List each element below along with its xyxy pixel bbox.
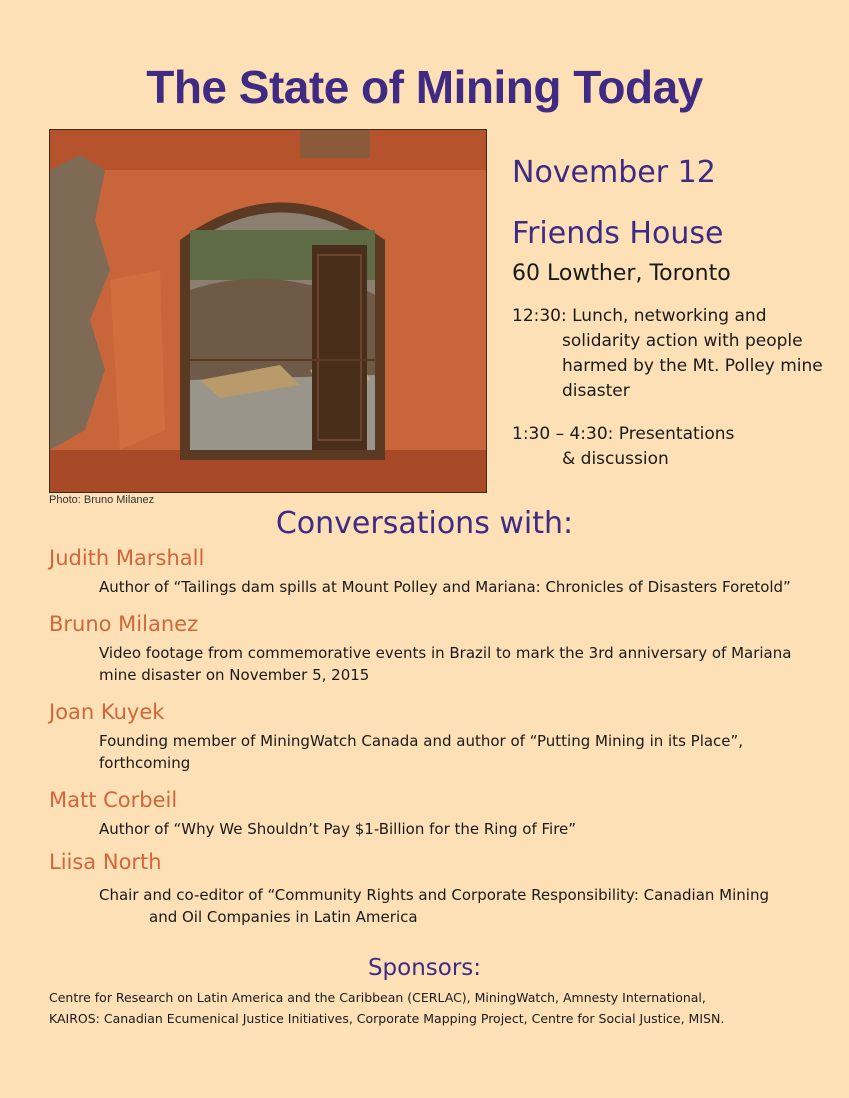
speaker-name: Joan Kuyek bbox=[49, 700, 165, 724]
speaker-description bbox=[49, 884, 819, 928]
sponsors-heading: Sponsors: bbox=[367, 955, 482, 981]
page-title: The State of Mining Today bbox=[146, 61, 703, 113]
photo-credit: Photo: Bruno Milanez bbox=[49, 494, 155, 506]
disaster-photo bbox=[49, 129, 487, 493]
speaker-description-line: Chair and co-editor of “Community Rights and Corporate Responsibility: Canadian Mining bbox=[99, 886, 769, 904]
event-date: November 12 bbox=[512, 155, 716, 190]
speaker-description: Founding member of MiningWatch Canada and author of “Putting Mining in its Place”, forthcoming bbox=[99, 732, 744, 772]
sponsors-list bbox=[49, 987, 839, 1029]
sponsors-line: Centre for Research on Latin America and the Caribbean (CERLAC), MiningWatch, Amnesty International, bbox=[49, 990, 706, 1005]
speaker-item bbox=[49, 612, 819, 686]
speaker-name: Judith Marshall bbox=[49, 546, 205, 570]
speaker-description: Video footage from commemorative events in Brazil to mark the 3rd anniversary of Mariana mine disaster on November 5, 2015 bbox=[99, 644, 792, 684]
event-info bbox=[512, 155, 832, 472]
speaker-list bbox=[49, 546, 819, 928]
speaker-item bbox=[49, 546, 819, 598]
schedule-time: 12:30: Lunch, networking and bbox=[512, 306, 767, 326]
event-venue: Friends House bbox=[512, 216, 724, 251]
schedule-detail: & discussion bbox=[562, 449, 669, 469]
speaker-item bbox=[49, 700, 819, 774]
speaker-item bbox=[49, 788, 819, 840]
schedule-time: 1:30 – 4:30: Presentations bbox=[512, 424, 735, 444]
event-address: 60 Lowther, Toronto bbox=[512, 261, 731, 286]
speaker-item bbox=[49, 850, 819, 928]
conversations-heading: Conversations with: bbox=[275, 506, 574, 541]
sponsors-line: KAIROS: Canadian Ecumenical Justice Initiatives, Corporate Mapping Project, Centre for Social Justice, MISN. bbox=[49, 1011, 725, 1026]
schedule-item bbox=[512, 422, 832, 472]
schedule-detail: solidarity action with people harmed by the Mt. Polley mine disaster bbox=[562, 331, 823, 401]
speaker-name: Matt Corbeil bbox=[49, 788, 178, 812]
speaker-description: Author of “Why We Shouldn’t Pay $1-Billion for the Ring of Fire” bbox=[99, 820, 577, 838]
speaker-description: Author of “Tailings dam spills at Mount Polley and Mariana: Chronicles of Disasters Foretold” bbox=[99, 578, 791, 596]
speaker-name: Bruno Milanez bbox=[49, 612, 199, 636]
schedule-item bbox=[512, 304, 832, 404]
speaker-name: Liisa North bbox=[49, 850, 162, 874]
speaker-description-line: and Oil Companies in Latin America bbox=[149, 908, 418, 926]
